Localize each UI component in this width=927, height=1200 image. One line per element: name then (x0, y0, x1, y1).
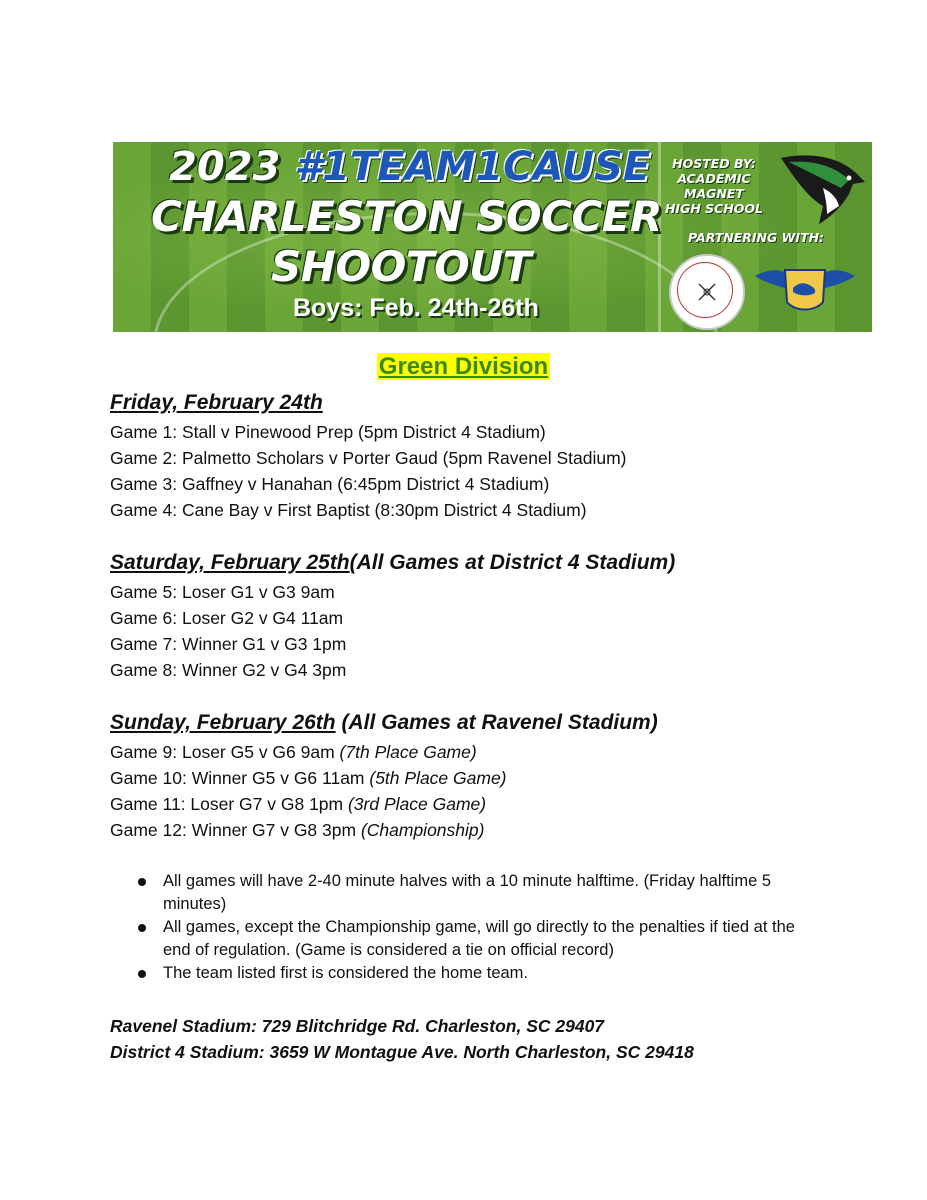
list-item: All games, except the Championship game, will go directly to the penalties if tied at the end of regulation. (Game is considered a tie on official record) (136, 916, 826, 962)
game-row: Game 9: Loser G5 v G6 9am (7th Place Game) (110, 742, 477, 762)
day-heading-saturday: Saturday, February 25th(All Games at District 4 Stadium) (110, 551, 676, 574)
banner-year-hashtag (169, 144, 650, 190)
lacrosse-sticks-icon (695, 280, 719, 304)
hawk-logo-icon (779, 148, 867, 226)
game-row: Game 10: Winner G5 v G6 11am (5th Place Game) (110, 768, 507, 788)
bullet-icon (138, 878, 146, 886)
banner-title: CHARLESTON SOCCER (151, 192, 662, 241)
hosted-by-block (648, 156, 780, 216)
handshake-wings-icon (753, 256, 857, 320)
list-item: All games will have 2-40 minute halves with a 10 minute halftime. (Friday halftime 5 minutes) (136, 870, 826, 916)
partnering-label: PARTNERING WITH: (688, 230, 825, 245)
banner-hashtag: #1TEAM1CAUSE (294, 144, 651, 190)
game-row: Game 7: Winner G1 v G3 1pm (110, 634, 347, 654)
wakeup-carolina-logo-icon (669, 254, 745, 330)
division-heading (0, 353, 927, 381)
banner-year: 2023 (169, 144, 281, 190)
hosted-label: HOSTED BY: (672, 156, 756, 171)
game-row: Game 11: Loser G7 v G8 1pm (3rd Place Game) (110, 794, 487, 814)
host-line-1: ACADEMIC MAGNET (677, 171, 751, 201)
game-row: Game 4: Cane Bay v First Baptist (8:30pm District 4 Stadium) (110, 500, 587, 520)
list-item: The team listed first is considered the home team. (136, 962, 826, 985)
game-row: Game 6: Loser G2 v G4 11am (110, 608, 344, 628)
banner-dates: Boys: Feb. 24th-26th (293, 294, 539, 322)
game-row: Game 5: Loser G1 v G3 9am (110, 582, 335, 602)
game-row: Game 1: Stall v Pinewood Prep (5pm District 4 Stadium) (110, 422, 546, 442)
day-heading-sunday: Sunday, February 26th (All Games at Ravenel Stadium) (110, 711, 658, 734)
game-row: Game 12: Winner G7 v G8 3pm (Championship) (110, 820, 485, 840)
game-row: Game 8: Winner G2 v G4 3pm (110, 660, 347, 680)
banner-subtitle: SHOOTOUT (271, 242, 531, 291)
address-ravenel: Ravenel Stadium: 729 Blitchridge Rd. Charleston, SC 29407 (110, 1016, 605, 1036)
game-row: Game 2: Palmetto Scholars v Porter Gaud (5pm Ravenel Stadium) (110, 448, 627, 468)
event-banner (113, 142, 872, 332)
address-district-4: District 4 Stadium: 3659 W Montague Ave. North Charleston, SC 29418 (110, 1042, 694, 1062)
rules-list (136, 870, 826, 985)
bullet-icon (138, 924, 146, 932)
bullet-icon (138, 970, 146, 978)
day-heading-friday: Friday, February 24th (110, 391, 323, 414)
division-label: Green Division (378, 353, 549, 380)
game-row: Game 3: Gaffney v Hanahan (6:45pm District 4 Stadium) (110, 474, 550, 494)
host-line-2: HIGH SCHOOL (664, 201, 764, 216)
